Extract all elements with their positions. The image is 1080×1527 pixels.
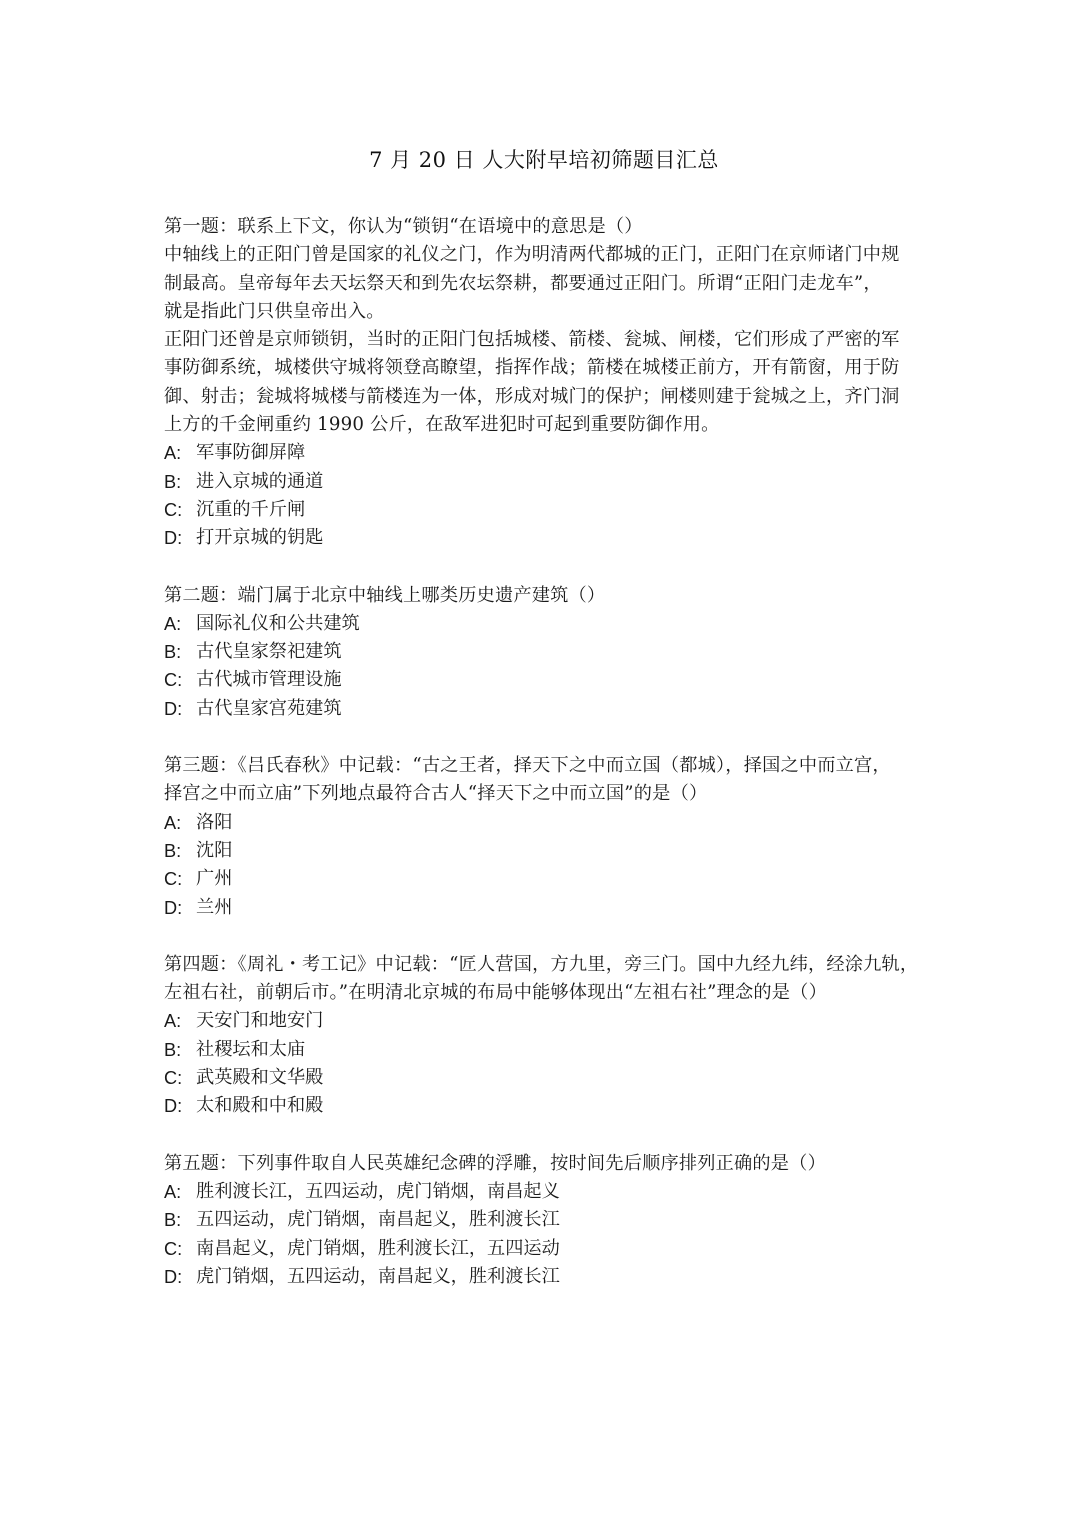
- option-letter: C:: [164, 869, 183, 890]
- passage-line: 中轴线上的正阳门曾是国家的礼仪之门，作为明清两代都城的正门，正阳门在京师诸门中规: [164, 244, 900, 266]
- option-text: 虎门销烟，五四运动，南昌起义，胜利渡长江: [196, 1265, 560, 1287]
- question-4-stem-cont: 左祖右社，前朝后市。”在明清北京城的布局中能够体现出“左祖右社”理念的是（）: [164, 982, 827, 1004]
- question-3: [164, 752, 924, 922]
- passage-line: 正阳门还曾是京师锁钥，当时的正阳门包括城楼、箭楼、瓮城、闸楼，它们形成了严密的军: [164, 329, 900, 351]
- option-text: 沈阳: [196, 839, 233, 861]
- option-text: 广州: [196, 868, 233, 890]
- option-text: 国际礼仪和公共建筑: [196, 612, 360, 634]
- option-text: 南昌起义，虎门销烟，胜利渡长江，五四运动: [196, 1237, 560, 1259]
- option-c: [164, 496, 924, 524]
- option-letter: A:: [164, 1181, 182, 1202]
- passage-line: 御、射击；瓮城将城楼与箭楼连为一体，形成对城门的保护；闸楼则建于瓮城之上，齐门洞: [164, 385, 900, 407]
- option-a: [164, 610, 924, 638]
- question-4-stem: 第四题：《周礼・考工记》中记载：“匠人营国，方九里，旁三门。国中九经九纬，经涂九轨，: [164, 953, 919, 975]
- option-c: [164, 1064, 924, 1092]
- option-d: [164, 1092, 924, 1120]
- option-text: 胜利渡长江，五四运动，虎门销烟，南昌起义: [196, 1180, 560, 1202]
- option-letter: B:: [164, 1039, 182, 1060]
- question-2-stem: 第二题：端门属于北京中轴线上哪类历史遗产建筑（）: [164, 584, 606, 606]
- option-c: [164, 865, 924, 893]
- question-1: [164, 213, 924, 553]
- option-text: 武英殿和文华殿: [196, 1067, 324, 1089]
- option-b: [164, 837, 924, 865]
- option-letter: D:: [164, 1096, 183, 1117]
- option-letter: D:: [164, 1266, 183, 1287]
- option-d: [164, 695, 924, 723]
- option-a: [164, 1007, 924, 1035]
- question-list: [164, 213, 924, 1320]
- option-a: [164, 809, 924, 837]
- question-5-stem: 第五题：下列事件取自人民英雄纪念碑的浮雕，按时间先后顺序排列正确的是（）: [164, 1152, 826, 1174]
- option-text: 古代城市管理设施: [196, 669, 342, 691]
- page-title: 7 月 20 日 人大附早培初筛题目汇总: [369, 148, 719, 172]
- option-b: [164, 638, 924, 666]
- option-text: 天安门和地安门: [196, 1010, 324, 1032]
- option-b: [164, 468, 924, 496]
- option-text: 社稷坛和太庙: [196, 1038, 306, 1060]
- option-b: [164, 1206, 924, 1234]
- option-text: 沉重的千斤闸: [196, 498, 306, 520]
- option-a: [164, 1178, 924, 1206]
- option-d: [164, 524, 924, 552]
- option-letter: A:: [164, 443, 182, 464]
- option-text: 洛阳: [196, 811, 233, 833]
- option-letter: A:: [164, 613, 182, 634]
- option-text: 进入京城的通道: [196, 470, 324, 492]
- option-c: [164, 666, 924, 694]
- option-text: 兰州: [196, 896, 233, 918]
- question-5: [164, 1150, 924, 1291]
- passage-line: 就是指此门只供皇帝出入。: [164, 300, 385, 322]
- option-letter: B:: [164, 642, 182, 663]
- passage-line: 制最高。皇帝每年去天坛祭天和到先农坛祭耕，都要通过正阳门。所谓“正阳门走龙车”，: [164, 272, 882, 294]
- option-d: [164, 894, 924, 922]
- question-3-stem-cont: 择宫之中而立庙”下列地点最符合古人“择天下之中而立国”的是（）: [164, 783, 708, 805]
- question-2: [164, 582, 924, 723]
- option-letter: D:: [164, 528, 183, 549]
- option-c: [164, 1235, 924, 1263]
- option-a: [164, 439, 924, 467]
- option-text: 五四运动，虎门销烟，南昌起义，胜利渡长江: [196, 1209, 560, 1231]
- option-letter: A:: [164, 812, 182, 833]
- option-letter: C:: [164, 670, 183, 691]
- option-letter: B:: [164, 1210, 182, 1231]
- option-letter: D:: [164, 897, 183, 918]
- passage-line: 上方的千金闸重约 1990 公斤，在敌军进犯时可起到重要防御作用。: [164, 414, 720, 436]
- question-1-stem: 第一题：联系上下文，你认为“锁钥“在语境中的意思是（）: [164, 216, 643, 237]
- option-text: 打开京城的钥匙: [196, 527, 324, 549]
- option-d: [164, 1263, 924, 1291]
- option-letter: D:: [164, 698, 183, 719]
- option-letter: B:: [164, 471, 182, 492]
- option-letter: C:: [164, 1238, 183, 1259]
- option-text: 太和殿和中和殿: [196, 1095, 324, 1117]
- option-text: 军事防御屏障: [196, 442, 306, 464]
- option-letter: A:: [164, 1011, 182, 1032]
- question-4: [164, 951, 924, 1121]
- option-text: 古代皇家宫苑建筑: [196, 697, 342, 719]
- option-letter: C:: [164, 499, 183, 520]
- option-letter: B:: [164, 840, 182, 861]
- option-b: [164, 1036, 924, 1064]
- option-text: 古代皇家祭祀建筑: [196, 641, 342, 663]
- passage-line: 事防御系统，城楼供守城将领登高瞭望，指挥作战；箭楼在城楼正前方，开有箭窗，用于防: [164, 357, 900, 379]
- option-letter: C:: [164, 1068, 183, 1089]
- question-3-stem: 第三题：《吕氏春秋》中记载：“古之王者，择天下之中而立国（都城），择国之中而立宫，: [164, 755, 891, 777]
